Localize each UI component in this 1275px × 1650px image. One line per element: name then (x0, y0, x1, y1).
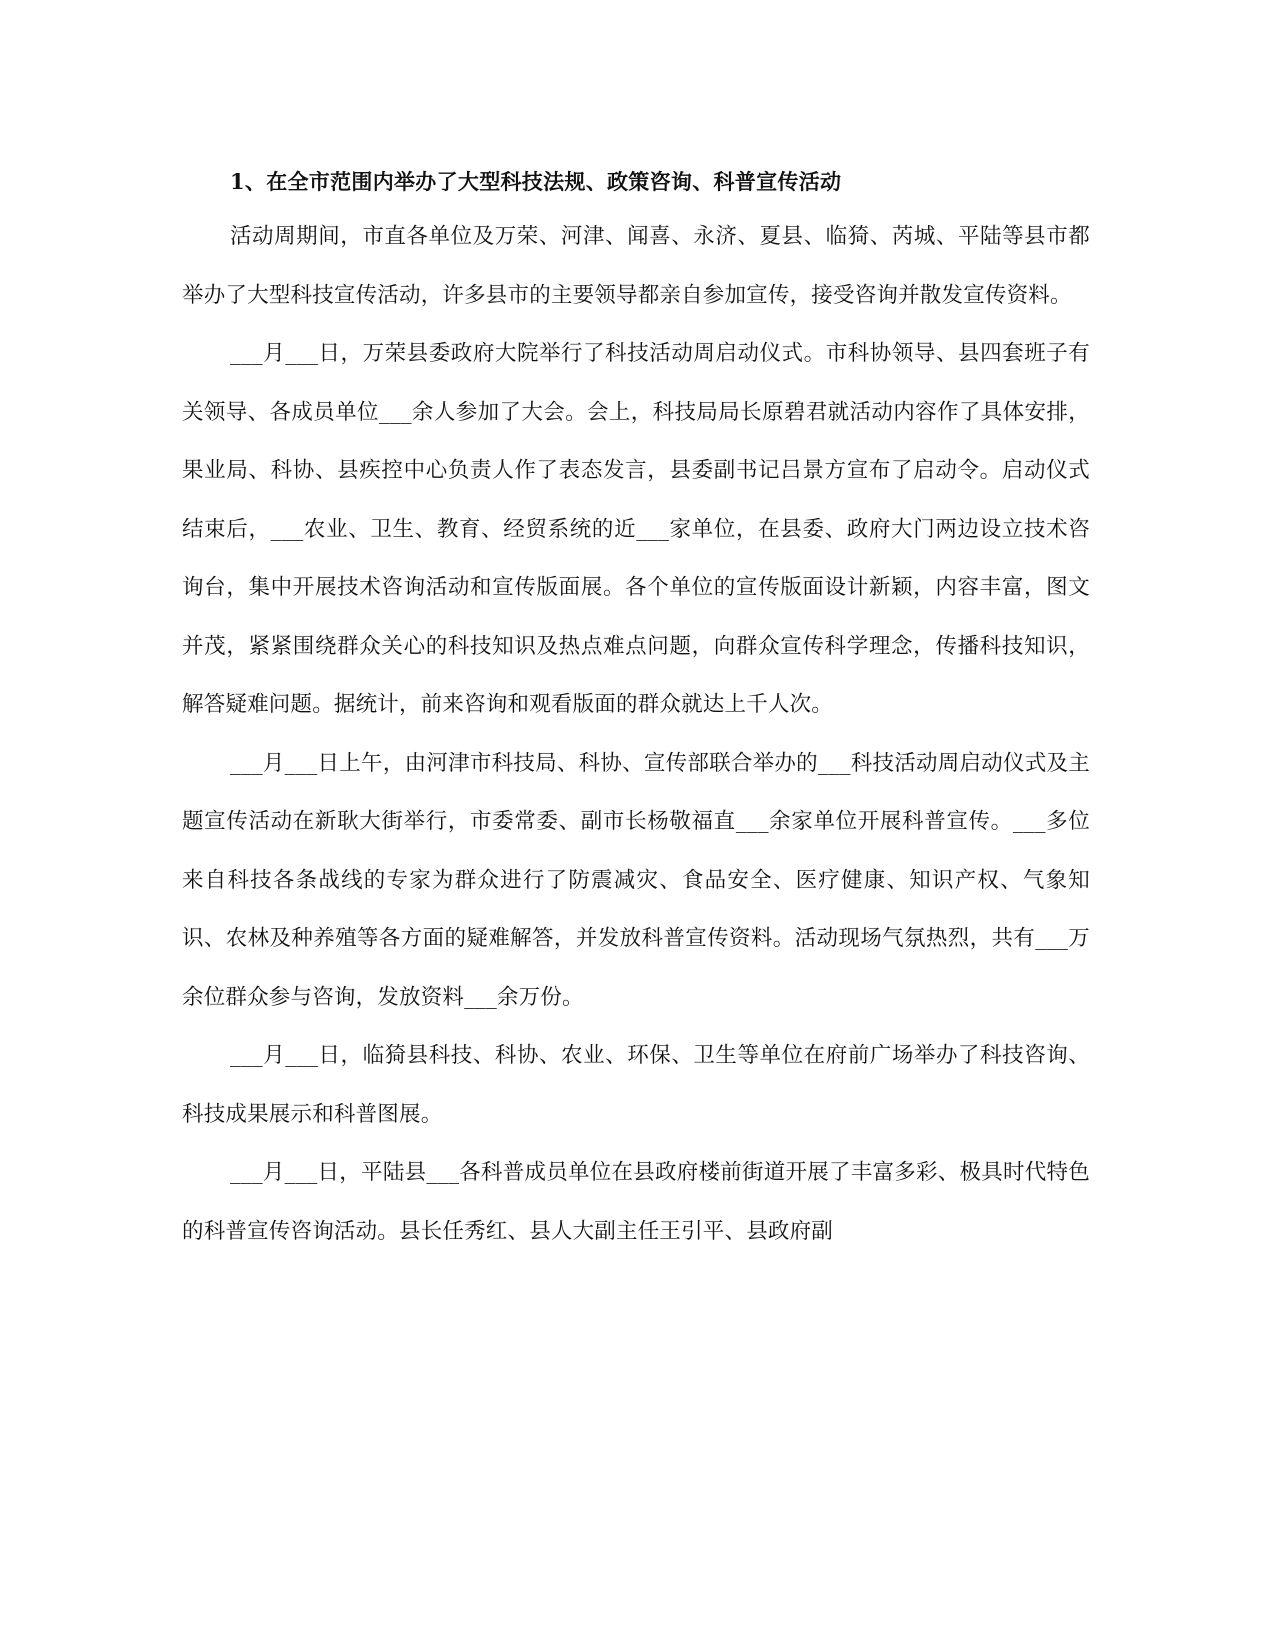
paragraph-hejin: ___月___日上午，由河津市科技局、科协、宣传部联合举办的___科技活动周启动仪式及主题宣传活动在新耿大街举行，市委常委、副市长杨敬福直___余家单位开展科普宣传。___多位来自科技各条战线的专家为群众进行了防震减灾、食品安全、医疗健康、知识产权、气象知识、农林及种养殖等各方面的疑难解答，并发放科普宣传资料。活动现场气氛热烈，共有___万余位群众参与咨询，发放资料___余万份。 (182, 750, 1090, 1010)
document-body (182, 168, 1090, 1261)
paragraph-wanrong: ___月___日，万荣县委政府大院举行了科技活动周启动仪式。市科协领导、县四套班子有关领导、各成员单位___余人参加了大会。会上，科技局局长原碧君就活动内容作了具体安排，果业局、科协、县疾控中心负责人作了表态发言，县委副书记吕景方宣布了启动令。启动仪式结束后，___农业、卫生、教育、经贸系统的近___家单位，在县委、政府大门两边设立技术咨询台，集中开展技术咨询活动和宣传版面展。各个单位的宣传版面设计新颖，内容丰富，图文并茂，紧紧围绕群众关心的科技知识及热点难点问题，向群众宣传科学理念，传播科技知识，解答疑难问题。据统计，前来咨询和观看版面的群众就达上千人次。 (182, 341, 1090, 717)
section-heading: 1、在全市范围内举办了大型科技法规、政策咨询、科普宣传活动 (230, 169, 842, 194)
paragraph-pinglu: ___月___日，平陆县___各科普成员单位在县政府楼前街道开展了丰富多彩、极具时代特色的科普宣传咨询活动。县长任秀红、县人大副主任王引平、县政府副 (182, 1160, 1090, 1244)
paragraph-linyi: ___月___日，临猗县科技、科协、农业、环保、卫生等单位在府前广场举办了科技咨询、科技成果展示和科普图展。 (182, 1043, 1090, 1127)
paragraph-overview: 活动周期间，市直各单位及万荣、河津、闻喜、永济、夏县、临猗、芮城、平陆等县市都举办了大型科技宣传活动，许多县市的主要领导都亲自参加宣传，接受咨询并散发宣传资料。 (182, 224, 1090, 308)
